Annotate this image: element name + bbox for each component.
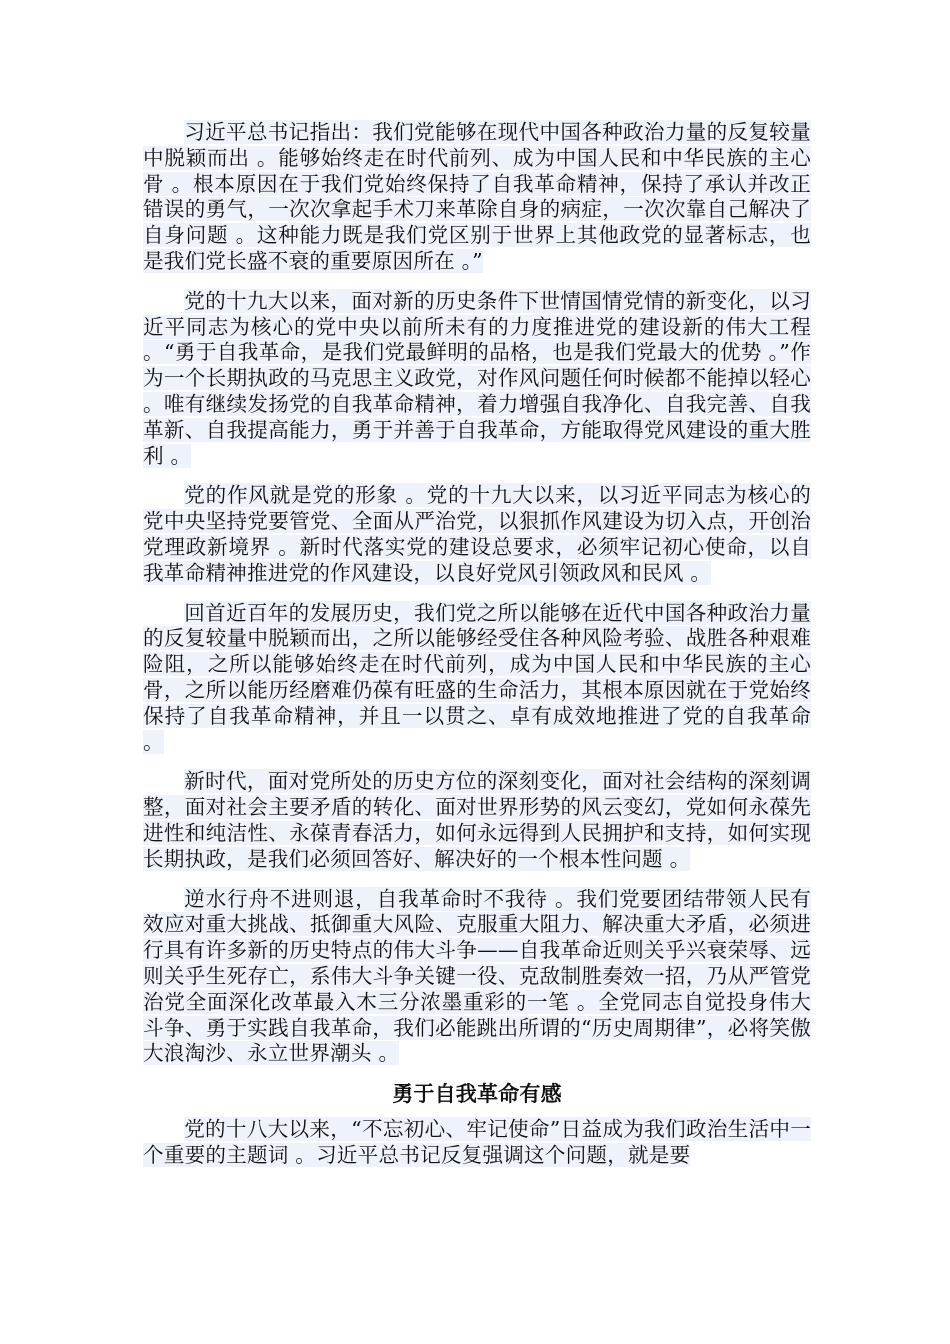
paragraph-text: 逆水行舟不进则退，自我革命时不我待 。我们党要团结带领人民有效应对重大挑战、抵御重大风险、克服重大阻力、解决重大矛盾，必须进行具有许多新的历史特点的伟大斗争——自我革命近则关乎兴衰荣辱、远则关乎生死存亡，系伟大斗争关键一役、克敌制胜奏效一招，乃从严管党治党全面深化改革最入木三分浓墨重彩的一笔 。全党同志自觉投身伟大斗争、勇于实践自我革命，我们必能跳出所谓的“历史周期律”，必将笑傲大浪淘沙、永立世界潮头 。	[143, 886, 811, 1066]
paragraph-text: 党的作风就是党的形象 。党的十九大以来，以习近平同志为核心的党中央坚持党要管党、全面从严治党，以狠抓作风建设为切入点，开创治党理政新境界 。新时代落实党的建设总要求，必须牢记初心使命，以自我革命精神推进党的作风建设，以良好党风引领政风和民风 。	[143, 483, 811, 585]
paragraph	[143, 120, 811, 275]
section-title: 勇于自我革命有感	[392, 1081, 562, 1107]
document-body	[143, 120, 811, 1183]
paragraph-text: 习近平总书记指出：我们党能够在现代中国各种政治力量的反复较量中脱颖而出 。能够始终走在时代前列、成为中国人民和中华民族的主心骨 。根本原因在于我们党始终保持了自我革命精神，保持了承认并改正错误的勇气，一次次拿起手术刀来革除自身的病症，一次次靠自己解决了自身问题 。这种能力既是我们党区别于世界上其他政党的显著标志，也是我们党长盛不衰的重要原因所在 。”	[143, 120, 811, 273]
paragraph	[143, 601, 811, 756]
paragraph	[143, 1117, 811, 1169]
paragraph	[143, 483, 811, 586]
paragraph	[143, 289, 811, 470]
paragraph	[143, 887, 811, 1068]
paragraph-text: 党的十九大以来，面对新的历史条件下世情国情党情的新变化，以习近平同志为核心的党中央以前所未有的力度推进党的建设新的伟大工程 。“勇于自我革命，是我们党最鲜明的品格，也是我们党最大的优势 。”作为一个长期执政的马克思主义政党，对作风问题任何时候都不能掉以轻心 。唯有继续发扬党的自我革命精神，着力增强自我净化、自我完善、自我革新、自我提高能力，勇于并善于自我革命，方能取得党风建设的重大胜利 。	[143, 288, 811, 468]
paragraph-text: 回首近百年的发展历史，我们党之所以能够在近代中国各种政治力量的反复较量中脱颖而出，之所以能够经受住各种风险考验、战胜各种艰难险阻，之所以能够始终走在时代前列，成为中国人民和中华民族的主心骨，之所以能历经磨难仍葆有旺盛的生命活力，其根本原因就在于党始终保持了自我革命精神，并且一以贯之、卓有成效地推进了党的自我革命 。	[143, 600, 811, 754]
paragraph-text: 党的十八大以来，“不忘初心、牢记使命”日益成为我们政治生活中一个重要的主题词 。习近平总书记反复强调这个问题，就是要	[143, 1117, 811, 1167]
paragraph	[143, 769, 811, 872]
paragraph-text: 新时代，面对党所处的历史方位的深刻变化，面对社会结构的深刻调整，面对社会主要矛盾的转化、面对世界形势的风云变幻，党如何永葆先进性和纯洁性、永葆青春活力，如何永远得到人民拥护和支持，如何实现长期执政，是我们必须回答好、解决好的一个根本性问题 。	[143, 769, 811, 871]
